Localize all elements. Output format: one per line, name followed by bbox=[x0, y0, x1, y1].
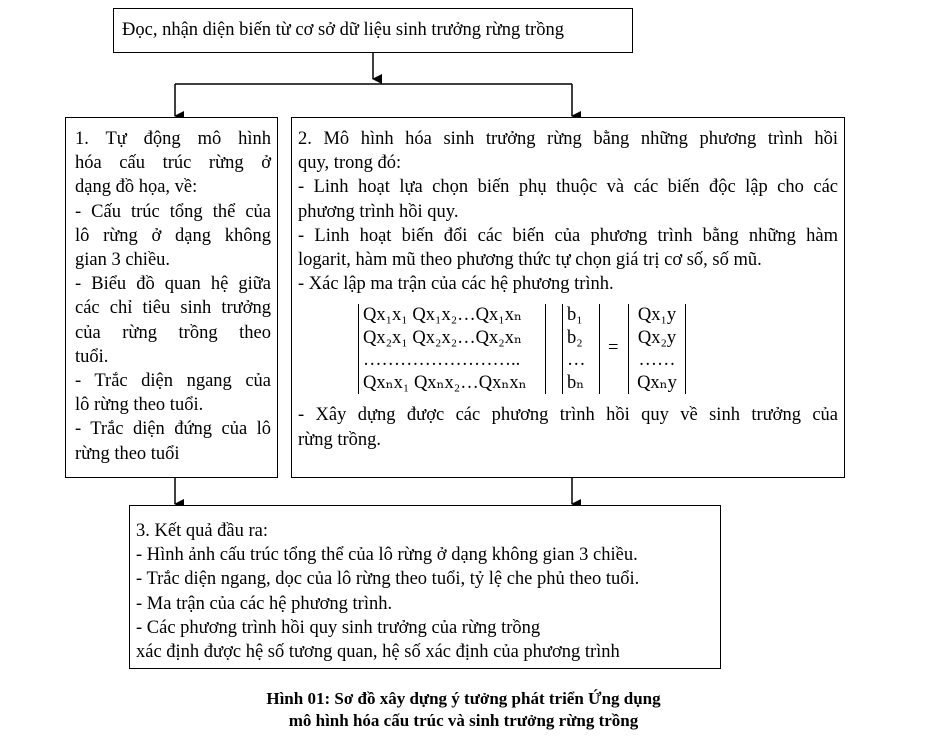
figure-caption-line1: Hình 01: Sơ đồ xây dựng ý tưởng phát triển Ứng dụng bbox=[266, 689, 661, 708]
vector-qy-row: …… bbox=[638, 350, 676, 371]
matrix-row: …………………….. bbox=[363, 350, 521, 371]
vector-qy-row: Qx₂y bbox=[637, 327, 677, 348]
box3-line: - Trắc diện ngang, dọc của lô rừng theo tuổi, tỷ lệ che phủ theo tuổi. bbox=[136, 569, 640, 590]
vector-b-row: b₁ bbox=[567, 305, 583, 326]
box2-line: quy, trong đó: bbox=[298, 153, 402, 174]
step1-graphic-modeling-box bbox=[65, 117, 278, 478]
matrix-row: Qx₂x₁ Qx₂x₂…Qx₂xₙ bbox=[363, 327, 522, 348]
box1-line: lô rừng ở dạng không bbox=[75, 225, 271, 246]
box3-line: - Hình ảnh cấu trúc tổng thể của lô rừng ở dạng không gian 3 chiều. bbox=[136, 545, 638, 566]
box1-line: lô rừng theo tuổi. bbox=[75, 395, 204, 416]
vector-qy bbox=[628, 304, 686, 394]
box1-line: - Biểu đồ quan hệ giữa bbox=[75, 274, 271, 295]
box2-line: - Linh hoạt biến đổi các biến của phương trình bằng những hàm bbox=[298, 225, 838, 246]
matrix-q-coefficients bbox=[358, 304, 546, 394]
box3-line: xác định được hệ số tương quan, hệ số xác định của phương trình bbox=[136, 642, 620, 663]
box3-line: 3. Kết quả đầu ra: bbox=[136, 521, 269, 541]
box2-line: logarit, hàm mũ theo phương thức tự chọn giá trị cơ số, số mũ. bbox=[298, 250, 762, 271]
equals-sign: = bbox=[608, 338, 619, 359]
box2-line: rừng trồng. bbox=[298, 429, 381, 450]
box2-line: phương trình hồi quy. bbox=[298, 201, 459, 222]
box1-line: - Trắc diện ngang của bbox=[75, 371, 271, 392]
figure-caption-line2: mô hình hóa cấu trúc và sinh trưởng rừng trồng bbox=[288, 711, 639, 730]
box2-line: 2. Mô hình hóa sinh trưởng rừng bằng những phương trình hồi bbox=[298, 129, 838, 149]
box1-line: các chỉ tiêu sinh trưởng bbox=[75, 298, 271, 319]
box1-line: - Trắc diện đứng của lô bbox=[75, 419, 271, 440]
top-box-text: Đọc, nhận diện biến từ cơ sở dữ liệu sinh trưởng rừng trồng bbox=[122, 20, 564, 40]
box2-line: - Xây dựng được các phương trình hồi quy về sinh trưởng của bbox=[298, 405, 838, 426]
step2-regression-modeling-box bbox=[291, 117, 845, 478]
box1-line: gian 3 chiều. bbox=[75, 250, 171, 271]
box1-line: 1. Tự động mô hình bbox=[75, 129, 271, 149]
matrix-row: Qxₙx₁ Qxₙx₂…Qxₙxₙ bbox=[363, 372, 527, 393]
box2-line: - Linh hoạt lựa chọn biến phụ thuộc và các biến độc lập cho các bbox=[298, 177, 838, 198]
step-read-data-box bbox=[113, 8, 633, 53]
box1-line: hóa cấu trúc rừng ở bbox=[75, 153, 271, 174]
box3-line: - Ma trận của các hệ phương trình. bbox=[136, 593, 393, 614]
box1-line: tuổi. bbox=[75, 346, 109, 367]
box1-line: rừng theo tuổi bbox=[75, 443, 180, 464]
equation-matrix bbox=[358, 304, 838, 396]
vector-b-row: … bbox=[567, 350, 586, 371]
vector-qy-row: Qxₙy bbox=[637, 372, 677, 393]
step3-output-results-box bbox=[129, 505, 721, 669]
box3-line: - Các phương trình hồi quy sinh trưởng của rừng trồng bbox=[136, 617, 541, 638]
vector-qy-row: Qx₁y bbox=[637, 305, 677, 326]
vector-b-row: b₂ bbox=[567, 327, 583, 348]
box2-line: - Xác lập ma trận của các hệ phương trình. bbox=[298, 274, 614, 295]
matrix-row: Qx₁x₁ Qx₁x₂…Qx₁xₙ bbox=[363, 305, 522, 326]
vector-b bbox=[562, 304, 600, 394]
vector-b-row: bₙ bbox=[567, 372, 585, 393]
box1-line: của rừng trồng theo bbox=[75, 322, 271, 343]
box1-line: - Cấu trúc tổng thể của bbox=[75, 201, 271, 222]
box1-line: dạng đồ họa, về: bbox=[75, 177, 198, 198]
